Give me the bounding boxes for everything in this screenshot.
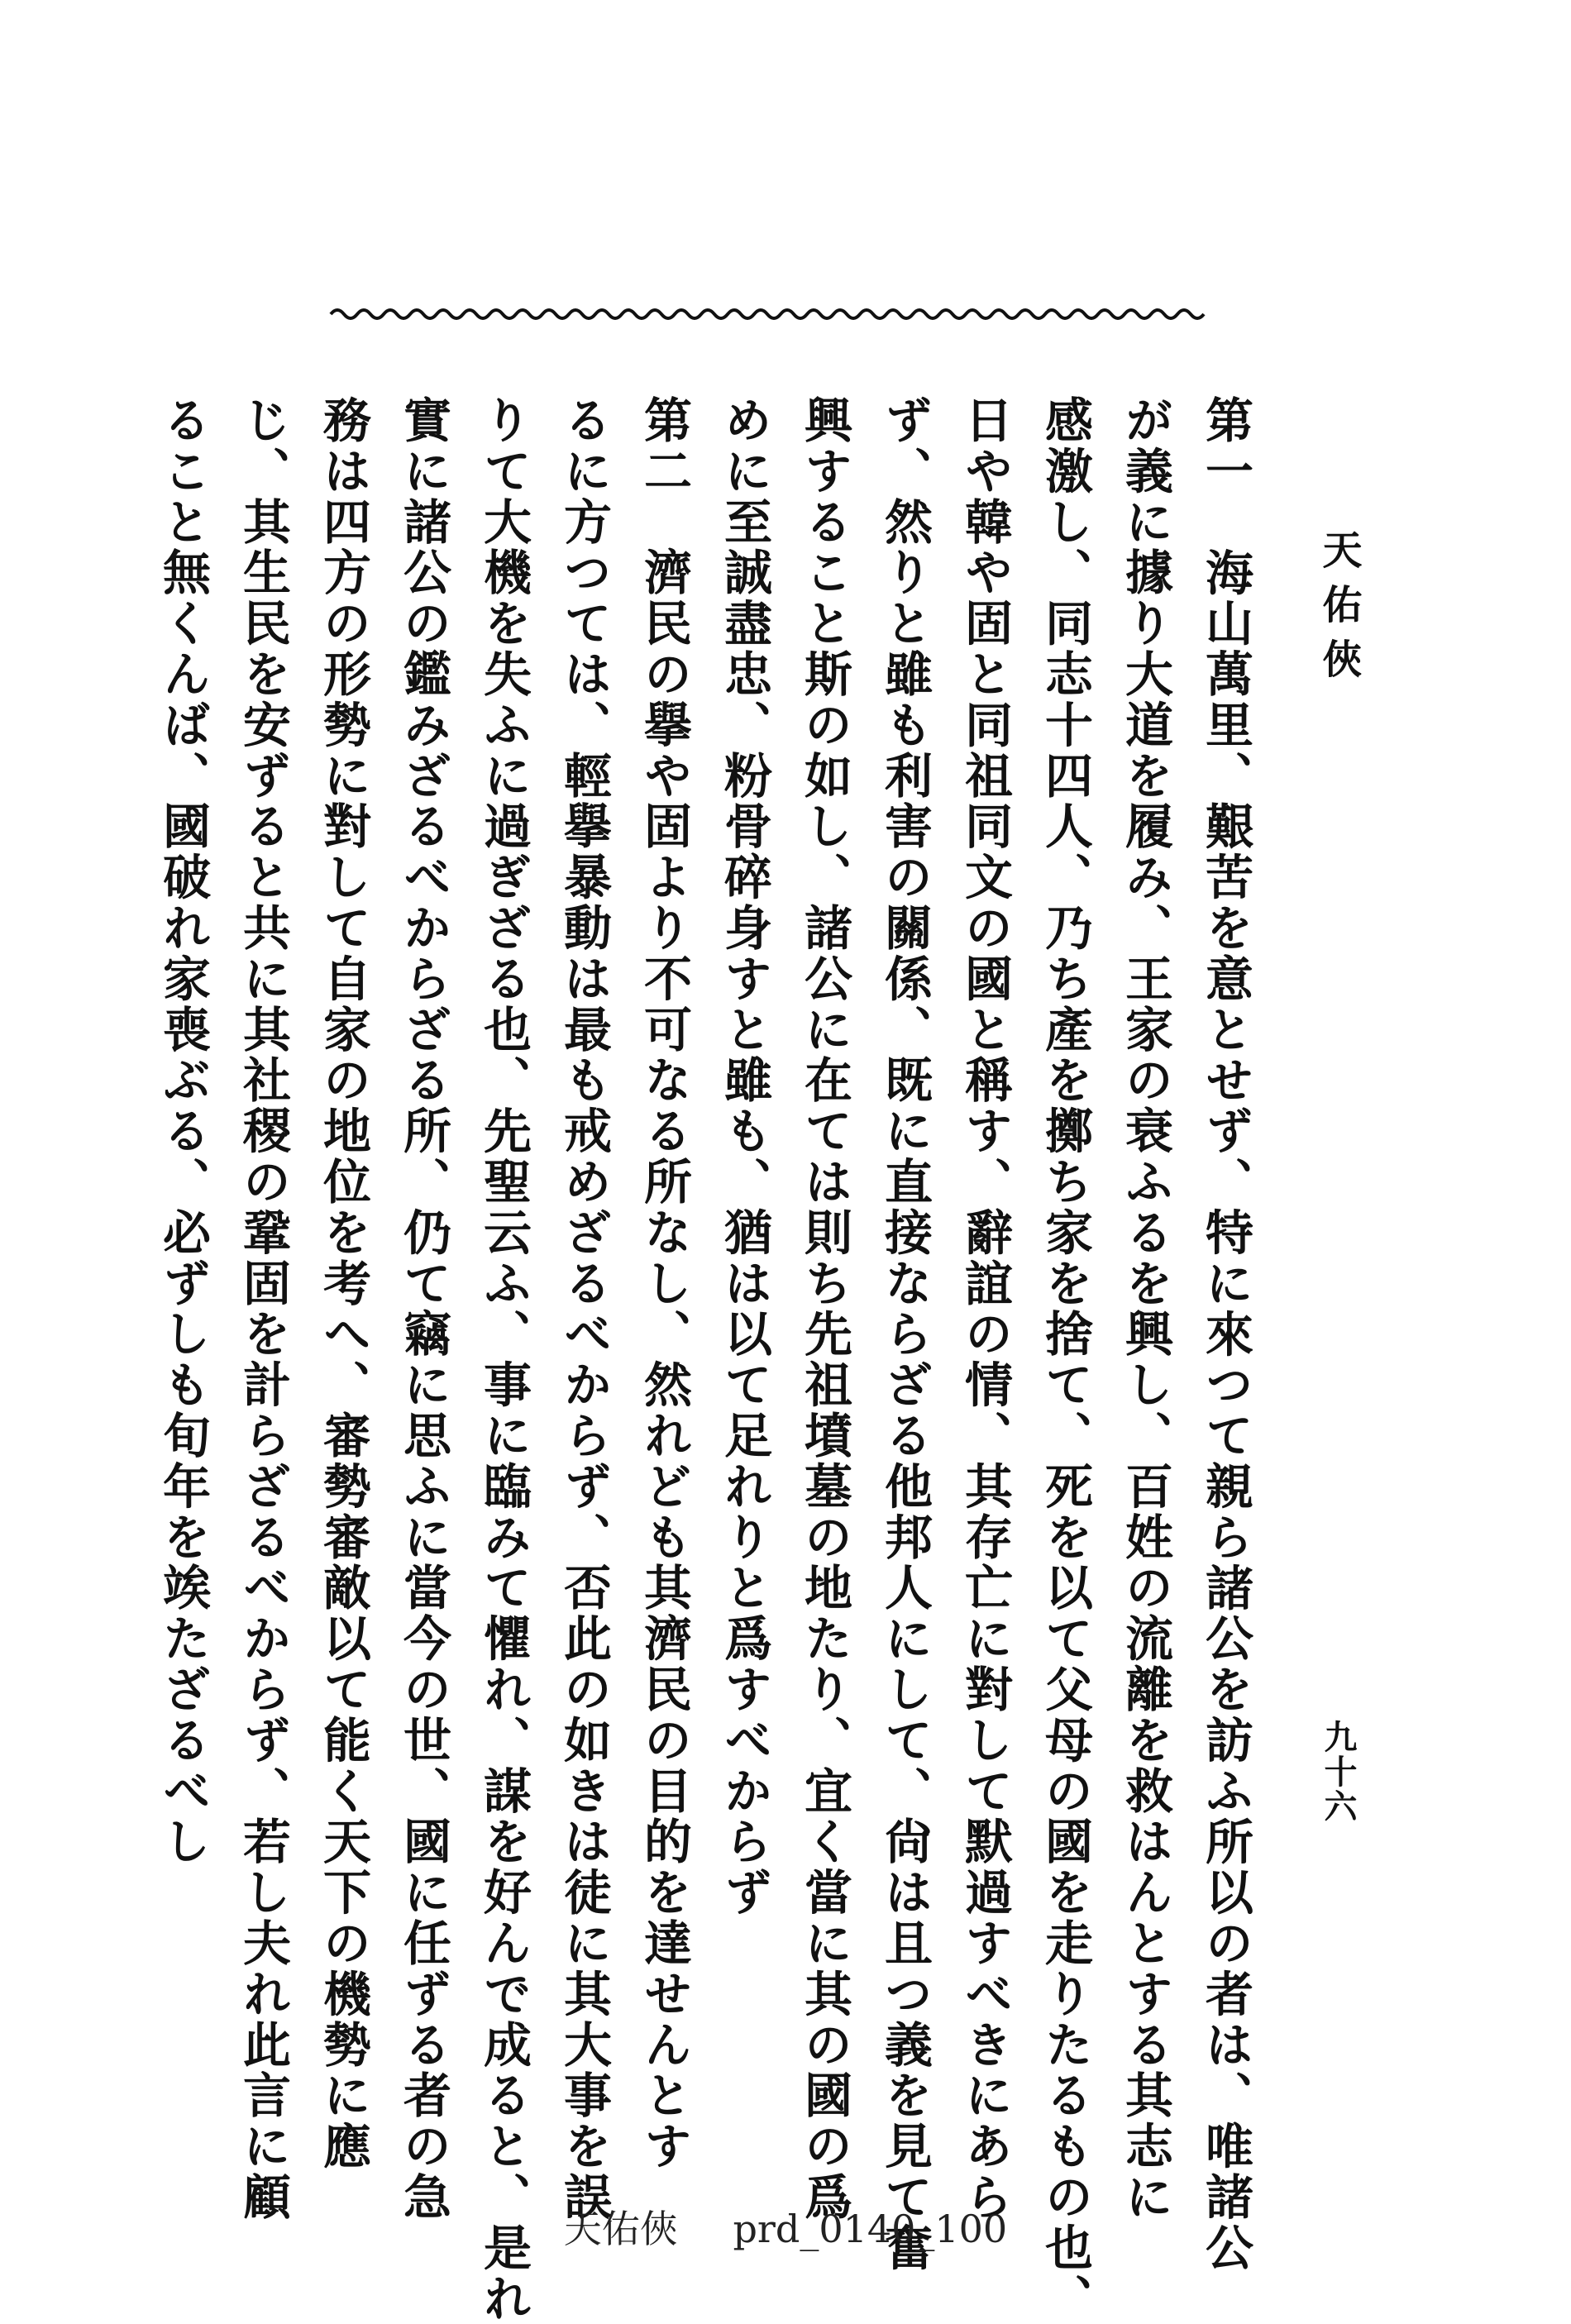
caption-id: prd_0140_100 [733, 2207, 1008, 2251]
text-column-10: りて大機を失ふに過ぎざる也、先聖云ふ、事に臨みて懼れ、謀を好んで成ると、是れ [475, 395, 532, 2324]
text-column-8: 第二 濟民の擧や固より不可なる所なし、然れども其濟民の目的を達せんとす [636, 395, 692, 2172]
running-title: 天佑俠 [1316, 529, 1362, 693]
section-label-first: 第一 [1197, 395, 1253, 497]
text-column-1 [1185, 395, 1265, 2274]
text-column-5: ず、然りと雖も利害の關係、既に直接ならざる他邦人にして、尙は且つ義を見て奮 [876, 395, 933, 2274]
text-column-13: じ、其生民を安ずると共に其社稷の鞏固を計らざるべからず、若し夫れ此言に顧 [235, 395, 291, 2223]
text-column-7: めに至誠盡忠、粉骨碎身すと雖も、猶は以て足れりと爲すべからず [716, 395, 772, 1918]
text-column-14: ること無くんば、國破れ家喪ぶる、必ずしも旬年を竢たざるべし [155, 395, 211, 1868]
text-column-2: が義に據り大道を履み、王家の衰ふるを興し、百姓の流離を救はんとする其志に [1117, 395, 1173, 2223]
text-column-9: るに方つては、輕擧暴動は最も戒めざるべからず、否此の如きは徒に其大事を誤 [556, 395, 612, 2223]
text-column-12: 務は四方の形勢に對して自家の地位を考へ、審勢審敵以て能く天下の機勢に應 [315, 395, 371, 2172]
section-one-text: 海山萬里、艱苦を意とせず、特に來つて親ら諸公を訪ふ所以の者は、唯諸公 [1197, 547, 1253, 2274]
text-column-11: 實に諸公の鑑みざるべからざる所、仍て竊に思ふに當今の世、國に任ずる者の急 [395, 395, 451, 2223]
page-number: 九十六 [1319, 1720, 1358, 1824]
text-column-6: 興すること斯の如し、諸公に在ては則ち先祖墳墓の地たり、宜く當に其の國の爲 [796, 395, 852, 2223]
caption-title: 天佑俠 [563, 2207, 678, 2251]
text-column-3: 感激し、同志十四人、乃ち產を擲ち家を捨て、死を以て父母の國を走りたるもの也、 [1037, 395, 1093, 2324]
image-caption [0, 2199, 1571, 2254]
decorative-wavy-rule [331, 302, 1207, 327]
text-column-4: 日や韓や固と同祖同文の國と稱す、辭誼の情、其存亡に對して默過すべきにあら [957, 395, 1013, 2223]
